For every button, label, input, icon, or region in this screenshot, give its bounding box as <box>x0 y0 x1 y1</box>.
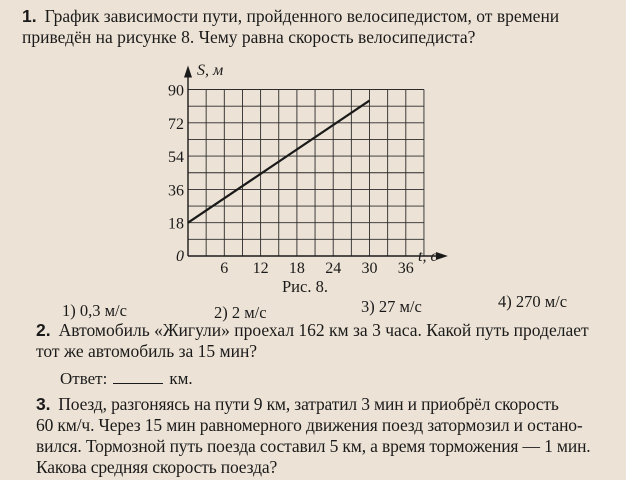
x-tick-label: 24 <box>325 260 342 277</box>
answer-label: Ответ: <box>60 369 108 388</box>
task3-line1: Поезд, разгоняясь на пути 9 км, затратил 3 мин и приобрёл скорость <box>58 394 559 414</box>
option-2: 2) 2 м/с <box>214 303 267 322</box>
task3-number: 3. <box>36 394 51 414</box>
task2-text <box>36 320 589 362</box>
task1-number: 1. <box>22 6 37 26</box>
option-4: 4) 270 м/с <box>498 292 568 311</box>
option-1: 1) 0,3 м/с <box>62 301 127 320</box>
option-3: 3) 27 м/с <box>361 297 422 316</box>
y-tick-label: 72 <box>168 115 184 133</box>
figure-caption: Рис. 8. <box>282 277 328 296</box>
x-tick-label: 18 <box>288 260 305 277</box>
task3-line4: Какова средняя скорость поезда? <box>36 457 278 477</box>
y-axis-arrow <box>184 66 192 78</box>
x-tick-label: 6 <box>220 260 229 277</box>
x-axis-label: t, с <box>418 248 438 265</box>
task2-line1: Автомобиль «Жигули» проехал 162 км за 3 часа. Какой путь проделает <box>58 320 589 340</box>
x-tick-label: 30 <box>361 260 378 277</box>
chart-tick-labels <box>168 83 414 278</box>
y-tick-label: 90 <box>168 82 184 100</box>
answer-unit: км. <box>169 369 193 388</box>
x-tick-label: 36 <box>397 260 414 277</box>
task3-line3: вился. Тормозной путь поезда составил 5 км, а время торможения — 1 мин. <box>36 436 591 456</box>
y-tick-label: 54 <box>168 149 184 167</box>
task3-line2: 60 км/ч. Через 15 мин равномерного движения поезд затормозил и остано- <box>36 415 583 435</box>
task2-number: 2. <box>36 320 51 340</box>
chart-axes <box>184 66 448 261</box>
task1-line2: приведён на рисунке 8. Чему равна скорость велосипедиста? <box>22 27 476 47</box>
y-axis-label: S, м <box>197 62 224 79</box>
task3-text <box>36 394 591 478</box>
y-tick-label: 18 <box>168 215 184 233</box>
origin-label: 0 <box>176 248 184 265</box>
task1-line1: График зависимости пути, пройденного велосипедистом, от времени <box>44 6 560 26</box>
x-axis-arrow <box>436 252 448 260</box>
task2-line2: тот же автомобиль за 15 мин? <box>36 341 258 361</box>
answer-blank[interactable] <box>113 369 163 384</box>
task2-answer <box>60 369 193 389</box>
x-tick-label: 12 <box>252 260 269 277</box>
chart-grid <box>188 90 424 257</box>
y-tick-label: 36 <box>168 182 184 200</box>
